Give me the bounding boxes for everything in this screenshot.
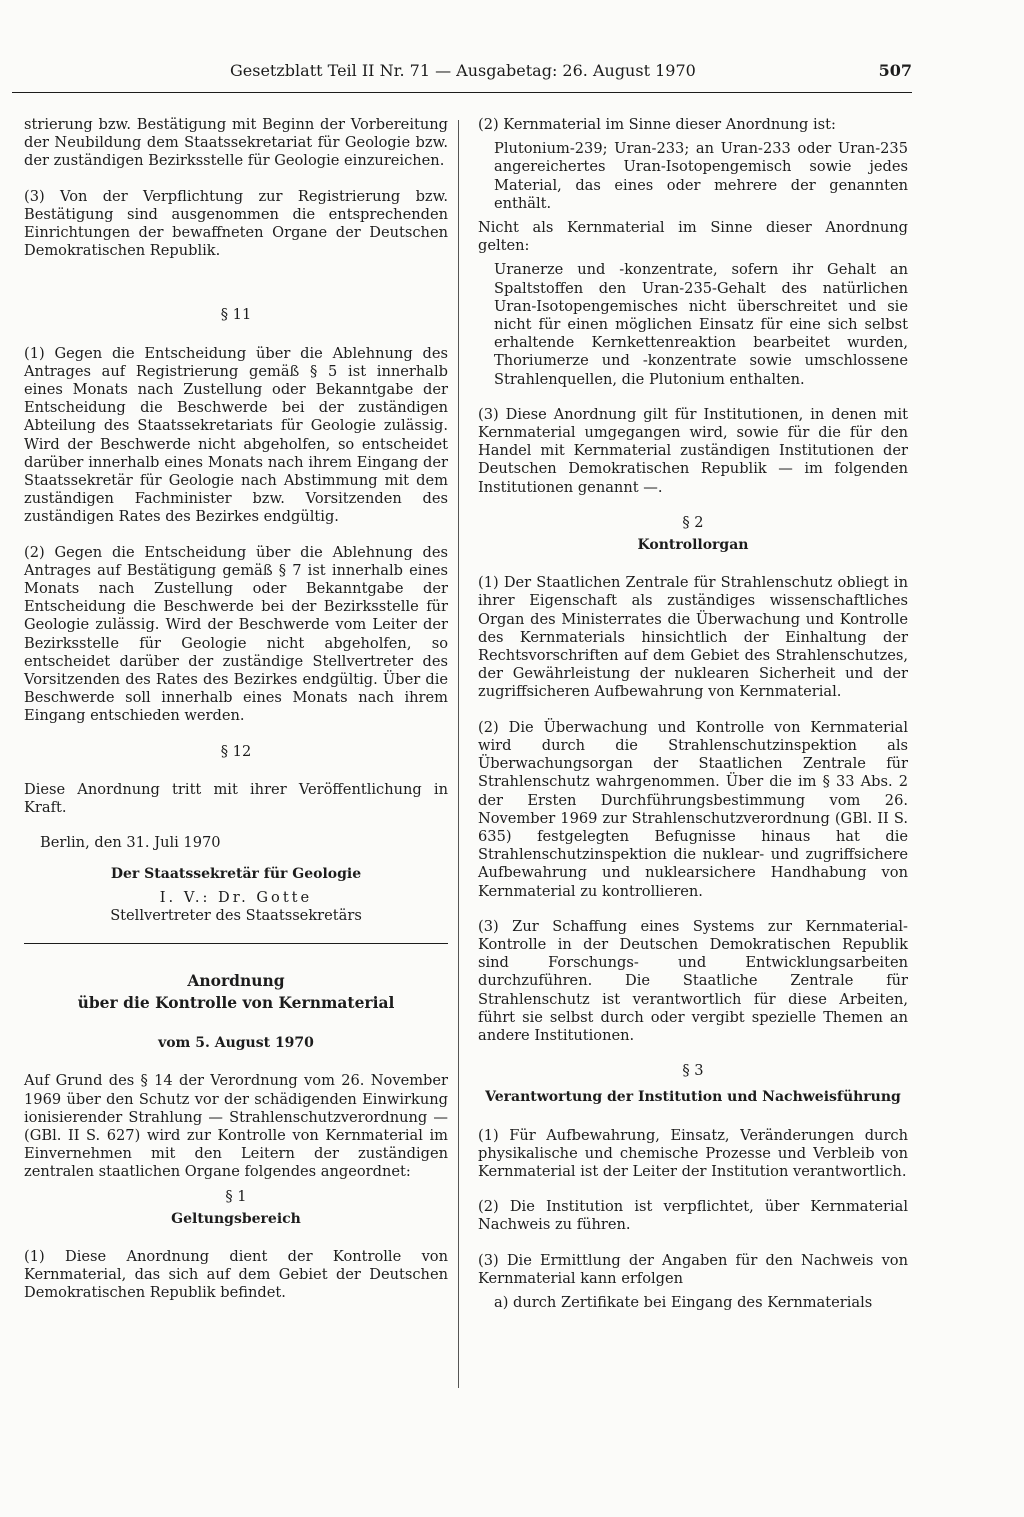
preamble: Auf Grund des § 14 der Verordnung vom 26. November 1969 über den Schutz vor der schädigenden Einwirkung ionisierender Strahlung — Strahlenschutzverordnung — (GBl. II S. 627) wird zur Kontrolle von Kernmaterial im Einvernehmen mit den Leitern der zuständigen zentralen staatlichen Organe folgendes angeordnet:: [24, 1072, 448, 1181]
place-date: Berlin, den 31. Juli 1970: [40, 834, 221, 852]
paragraph-s3-2: (2) Die Institution ist verpflichtet, über Kernmaterial Nachweis zu führen.: [478, 1198, 908, 1234]
section-2-heading: § 2: [682, 513, 704, 531]
header-title: Gesetzblatt Teil II Nr. 71 — Ausgabetag: 26. August 1970: [230, 61, 696, 80]
doc-title-line2: über die Kontrolle von Kernmaterial: [77, 993, 395, 1013]
section-2-title: Kontrollorgan: [637, 537, 749, 554]
right-column: [478, 116, 908, 1329]
section-12-heading: § 12: [220, 742, 252, 760]
paragraph-s12: Diese Anordnung tritt mit ihrer Veröffentlichung in Kraft.: [24, 780, 448, 817]
paragraph-s1-2: (2) Kernmaterial im Sinne dieser Anordnung ist:: [478, 116, 836, 133]
section-11-heading: § 11: [220, 306, 252, 324]
section-3-heading: § 3: [682, 1062, 704, 1080]
section-3-title: Verantwortung der Institution und Nachweisführung: [485, 1089, 901, 1106]
page-header: [12, 56, 912, 93]
column-divider: [458, 120, 459, 1388]
signatory-role: Stellvertreter des Staatssekretärs: [110, 906, 362, 924]
paragraph-s2-3: (3) Zur Schaffung eines Systems zur Kernmaterial-Kontrolle in der Deutschen Demokratischen Republik sind Forschungs- und Entwicklungsarbeiten durchzuführen. Die Staatliche Zentrale für Strahlenschutz ist verantwortlich für diese Arbeiten, führt sie selbst durch oder vergibt spezielle Themen an andere Institutionen.: [478, 917, 908, 1044]
paragraph-s2-2: (2) Die Überwachung und Kontrolle von Kernmaterial wird durch die Strahlenschutzinspektion als Überwachungsorgan der Staatlichen Zentrale für Strahlenschutz wahrgenommen. Über die im § 33 Abs. 2 der Ersten Durchführungsbestimmung vom 26. November 1969 zur Strahlenschutzverordnung (GBl. II S. 635) festgelegten Befugnisse hinaus hat die Strahlenschutzinspektion die nuklear- und zugriffsichere Aufbewahrung und nuklearsichere Handhabung von Kernmaterial zu kontrollieren.: [478, 718, 908, 900]
paragraph-s1-not: Nicht als Kernmaterial im Sinne dieser Anordnung gelten:: [478, 219, 908, 255]
paragraph-s1-3: (3) Diese Anordnung gilt für Institutionen, in denen mit Kernmaterial umgegangen wird, sowie für die für den Handel mit Kernmaterial zuständigen Institutionen der Deutschen Demokratischen Republik — im folgenden Institutionen genannt —.: [478, 405, 908, 496]
paragraph-s10-3: (3) Von der Verpflichtung zur Registrierung bzw. Bestätigung sind ausgenommen die entsprechenden Einrichtungen der bewaffneten Organe der Deutschen Demokratischen Republik.: [24, 187, 448, 260]
paragraph-s3-3: (3) Die Ermittlung der Angaben für den Nachweis von Kernmaterial kann erfolgen: [478, 1251, 908, 1287]
section-1-heading: § 1: [225, 1187, 247, 1205]
section-1-title: Geltungsbereich: [171, 1210, 301, 1227]
paragraph-s3-3-a: a) durch Zertifikate bei Eingang des Kernmaterials: [494, 1293, 873, 1311]
paragraph-s11-2: (2) Gegen die Entscheidung über die Ablehnung des Antrages auf Bestätigung gemäß § 7 ist innerhalb eines Monats nach Zustellung oder Bekanntgabe der Entscheidung die Beschwerde bei der Bezirksstelle für Geologie zulässig. Wird der Beschwerde vom Leiter der Bezirksstelle für Geologie nicht abgeholfen, so entscheidet darüber der zuständige Stellvertreter des Vorsitzenden des Rates des Bezirkes endgültig. Über die Beschwerde soll innerhalb eines Monats nach ihrem Eingang entschieden werden.: [24, 543, 448, 725]
doc-date: vom 5. August 1970: [158, 1035, 314, 1052]
paragraph-s3-1: (1) Für Aufbewahrung, Einsatz, Veränderungen durch physikalische und chemische Prozesse und Verbleib von Kernmaterial ist der Leiter der Institution verantwortlich.: [478, 1126, 908, 1180]
paragraph-s1-not-list: Uranerze und -konzentrate, sofern ihr Gehalt an Spaltstoffen den Uran-235-Gehalt des natürlichen Uran-Isotopengemisches nicht überschreitet und sie nicht für einen möglichen Einsatz für eine sich selbst erhaltende Kernkettenreaktion bearbeitet wurden, Thoriumerze und -konzentrate sowie umschlossene Strahlenquellen, die Plutonium enthalten.: [494, 261, 908, 388]
doc-title-line1: Anordnung: [187, 971, 285, 991]
paragraph-s11-1: (1) Gegen die Entscheidung über die Ablehnung des Antrages auf Registrierung gemäß § 5 ist innerhalb eines Monats nach Zustellung oder Bekanntgabe der Entscheidung die Beschwerde bei der zuständigen Abteilung des Staatssekretariats für Geologie zulässig. Wird der Beschwerde nicht abgeholfen, so entscheidet darüber innerhalb eines Monats nach ihrem Eingang der Staatssekretär für Geologie nach Abstimmung mit dem zuständigen Fachminister bzw. Vorsitzenden des zuständigen Rates des Bezirkes endgültig.: [24, 344, 448, 526]
paragraph-s2-1: (1) Der Staatlichen Zentrale für Strahlenschutz obliegt in ihrer Eigenschaft als zuständiges wissenschaftliches Organ des Ministerrates die Überwachung und Kontrolle des Kernmaterials hinsichtlich der Einhaltung der Rechtsvorschriften auf dem Gebiet des Strahlenschutzes, der Gewährleistung der nuklearen Sicherheit und der zugriffsicheren Aufbewahrung von Kernmaterial.: [478, 574, 908, 701]
section-rule: [24, 943, 448, 944]
left-column: [24, 116, 448, 1320]
signatory-name: I. V.: Dr. Gotte: [159, 888, 313, 906]
paragraph-s1-1: (1) Diese Anordnung dient der Kontrolle von Kernmaterial, das sich auf dem Gebiet der Deutschen Demokratischen Republik befindet.: [24, 1247, 448, 1302]
page-number: 507: [878, 61, 912, 80]
signatory-title: Der Staatssekretär für Geologie: [110, 865, 362, 882]
paragraph-continuation: strierung bzw. Bestätigung mit Beginn der Vorbereitung der Neubildung dem Staatssekretariat für Geologie bzw. der zuständigen Bezirksstelle für Geologie einzureichen.: [24, 116, 448, 170]
paragraph-s1-2-list: Plutonium-239; Uran-233; an Uran-233 oder Uran-235 angereichertes Uran-Isotopengemisch sowie jedes Material, das eines oder mehrere der genannten enthält.: [494, 140, 908, 212]
